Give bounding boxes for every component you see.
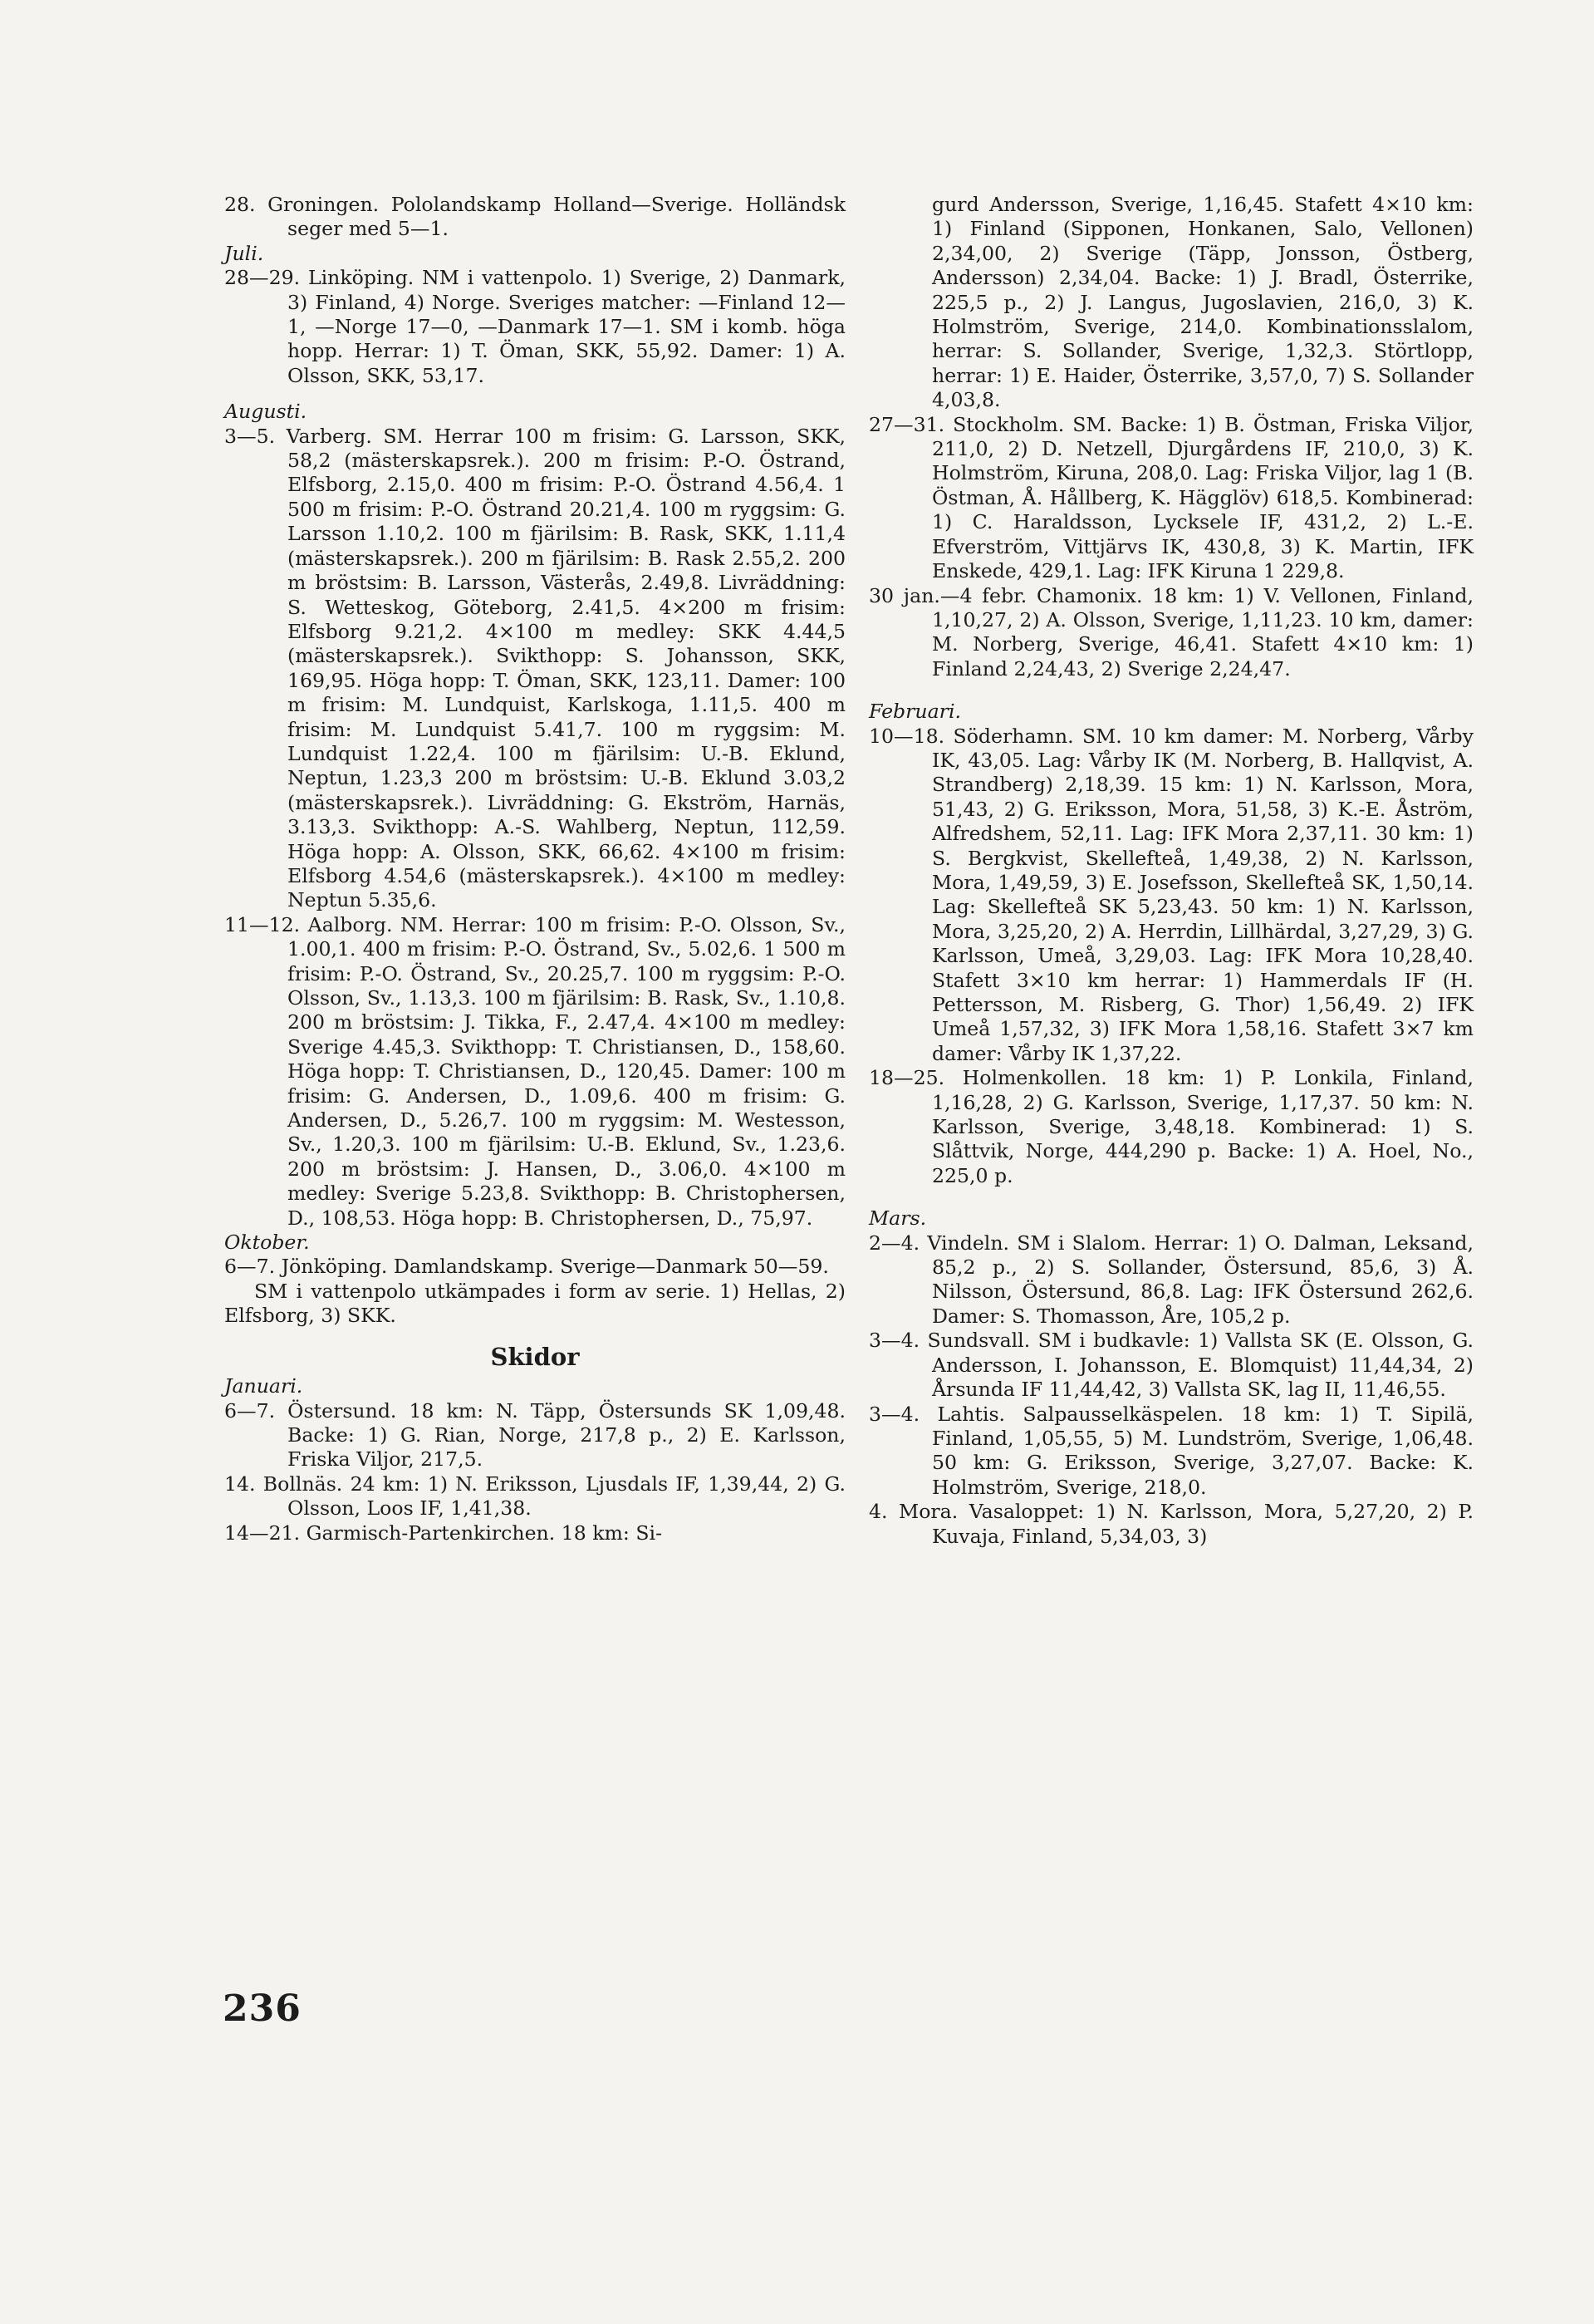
left-column — [224, 193, 846, 1545]
entry-varberg: 3—5. Varberg. SM. Herrar 100 m frisim: G. Larsson, SKK, 58,2 (mästerskapsrek.). 200 m frisim: P.-O. Östrand, Elfsborg, 2.15,0. 400 m frisim: P.-O. Östrand 4.56,4. 1 500 m frisim: P.-O. Östrand 20.21,4. 100 m ryggsim: G. Larsson 1.10,2. 100 m fjärilsim: B. Rask, SKK, 1.11,4 (mästerskapsrek.). 200 m fjärilsim: B. Rask 2.55,2. 200 m bröstsim: B. Larsson, Västerås, 2.49,8. Livräddning: S. Wetteskog, Göteborg, 2.41,5. 4×200 m frisim: Elfsborg 9.21,2. 4×100 m medley: SKK 4.44,5 (mästerskapsrek.). Svikthopp: S. Johansson, SKK, 169,95. Höga hopp: T. Öman, SKK, 123,11. Damer: 100 m frisim: M. Lundquist, Karlskoga, 1.11,5. 400 m frisim: M. Lundquist 5.41,7. 100 m ryggsim: M. Lundquist 1.22,4. 100 m fjärilsim: U.-B. Eklund, Neptun, 1.23,3 200 m bröstsim: U.-B. Eklund 3.03,2 (mästerskapsrek.). Livräddning: G. Ekström, Harnäs, 3.13,3. Svikthopp: A.-S. Wahlberg, Neptun, 112,59. Höga hopp: A. Olsson, SKK, 66,62. 4×100 m frisim: Elfsborg 4.54,6 (mästerskapsrek.). 4×100 m medley: Neptun 5.35,6. — [224, 424, 846, 912]
month-heading-augusti: Augusti. — [224, 400, 307, 424]
right-column — [869, 193, 1474, 1549]
page-number: 236 — [223, 1987, 302, 2030]
entry-soderhamn: 10—18. Söderhamn. SM. 10 km damer: M. Norberg, Vårby IK, 43,05. Lag: Vårby IK (M. Norberg, B. Hallqvist, A. Strandberg) 2,18,39. 15 km: 1) N. Karlsson, Mora, 51,43, 2) G. Eriksson, Mora, 51,58, 3) K.-E. Åström, Alfredshem, 52,11. Lag: IFK Mora 2,37,11. 30 km: 1) S. Bergkvist, Skellefteå, 1,49,38, 2) N. Karlsson, Mora, 1,49,59, 3) E. Josefsson, Skellefteå SK, 1,50,14. Lag: Skellefteå SK 5,23,43. 50 km: 1) N. Karlsson, Mora, 3,25,20, 2) A. Herrdin, Lillhärdal, 3,27,29, 3) G. Karlsson, Umeå, 3,29,03. Lag: IFK Mora 10,28,40. Stafett 3×10 km herrar: 1) Hammerdals IF (H. Pettersson, M. Risberg, G. Thor) 1,56,49. 2) IFK Umeå 1,57,32, 3) IFK Mora 1,58,16. Stafett 3×7 km damer: Vårby IK 1,37,22. — [869, 724, 1474, 1065]
month-heading-mars: Mars. — [869, 1206, 927, 1231]
entry-garmisch: 14—21. Garmisch-Partenkirchen. 18 km: Si- — [224, 1521, 663, 1545]
entry-sundsvall: 3—4. Sundsvall. SM i budkavle: 1) Vallsta SK (E. Olsson, G. Andersson, I. Johansson, E. Blomquist) 11,44,34, 2) Årsunda IF 11,44,42, 3) Vallsta SK, lag II, 11,46,55. — [869, 1329, 1474, 1402]
section-heading-skidor: Skidor — [490, 1342, 580, 1371]
entry-mora: 4. Mora. Vasaloppet: 1) N. Karlsson, Mora, 5,27,20, 2) P. Kuvaja, Finland, 5,34,03, 3) — [869, 1500, 1474, 1548]
entry-vindeln: 2—4. Vindeln. SM i Slalom. Herrar: 1) O. Dalman, Leksand, 85,2 p., 2) S. Sollander, Östersund, 85,6, 3) Å. Nilsson, Östersund, 86,8. Lag: IFK Östersund 262,6. Damer: S. Thomasson, Åre, 105,2 p. — [869, 1231, 1474, 1328]
month-heading-januari: Januari. — [224, 1374, 303, 1398]
vattenpolo-note: SM i vattenpolo utkämpades i form av serie. 1) Hellas, 2) Elfsborg, 3) SKK. — [224, 1279, 846, 1328]
entry-ostersund: 6—7. Östersund. 18 km: N. Täpp, Östersunds SK 1,09,48. Backe: 1) G. Rian, Norge, 217,8 p., 2) E. Karlsson, Friska Viljor, 217,5. — [224, 1398, 846, 1472]
entry-garmisch-continued: gurd Andersson, Sverige, 1,16,45. Stafett 4×10 km: 1) Finland (Sipponen, Honkanen, Salo, Vellonen) 2,34,00, 2) Sverige (Täpp, Jonsson, Östberg, Andersson) 2,34,04. Backe: 1) J. Bradl, Österrike, 225,5 p., 2) J. Langus, Jugoslavien, 216,0, 3) K. Holmström, Sverige, 214,0. Kombinationsslalom, herrar: S. Sollander, Sverige, 1,32,3. Störtlopp, herrar: 1) E. Haider, Österrike, 3,57,0, 7) S. Sollander 4,03,8. — [932, 193, 1474, 412]
entry-lahtis: 3—4. Lahtis. Salpausselkäspelen. 18 km: 1) T. Sipilä, Finland, 1,05,55, 5) M. Lundström, Sverige, 1,06,48. 50 km: G. Eriksson, Sverige, 3,27,07. Backe: K. Holmström, Sverige, 218,0. — [869, 1402, 1474, 1499]
entry-stockholm: 27—31. Stockholm. SM. Backe: 1) B. Östman, Friska Viljor, 211,0, 2) D. Netzell, Djurgårdens IF, 210,0, 3) K. Holmström, Kiruna, 208,0. Lag: Friska Viljor, lag 1 (B. Östman, Å. Hållberg, K. Hägglöv) 618,5. Kombinerad: 1) C. Haraldsson, Lycksele IF, 431,2, 2) L.-E. Efverström, Vittjärvs IK, 430,8, 3) K. Martin, IFK Enskede, 429,1. Lag: IFK Kiruna 1 229,8. — [869, 412, 1474, 583]
month-heading-februari: Februari. — [869, 700, 962, 724]
month-heading-oktober: Oktober. — [224, 1231, 310, 1255]
entry-bollnas: 14. Bollnäs. 24 km: 1) N. Eriksson, Ljusdals IF, 1,39,44, 2) G. Olsson, Loos IF, 1,41,38. — [224, 1472, 846, 1521]
month-heading-juli: Juli. — [224, 241, 264, 265]
entry-chamonix: 30 jan.—4 febr. Chamonix. 18 km: 1) V. Vellonen, Finland, 1,10,27, 2) A. Olsson, Sverige, 1,11,23. 10 km, damer: M. Norberg, Sverige, 46,41. Stafett 4×10 km: 1) Finland 2,24,43, 2) Sverige 2,24,47. — [869, 583, 1474, 680]
entry-jonkoping: 6—7. Jönköping. Damlandskamp. Sverige—Danmark 50—59. — [224, 1255, 829, 1279]
entry-holmenkollen: 18—25. Holmenkollen. 18 km: 1) P. Lonkila, Finland, 1,16,28, 2) G. Karlsson, Sverige, 1,17,37. 50 km: N. Karlsson, Sverige, 3,48,18. Kombinerad: 1) S. Slåttvik, Norge, 444,290 p. Backe: 1) A. Hoel, No., 225,0 p. — [869, 1066, 1474, 1187]
entry-groningen: 28. Groningen. Pololandskamp Holland—Sverige. Holländsk seger med 5—1. — [224, 193, 846, 241]
entry-aalborg: 11—12. Aalborg. NM. Herrar: 100 m frisim: P.-O. Olsson, Sv., 1.00,1. 400 m frisim: P.-O. Östrand, Sv., 5.02,6. 1 500 m frisim: P.-O. Östrand, Sv., 20.25,7. 100 m ryggsim: P.-O. Olsson, Sv., 1.13,3. 100 m fjärilsim: B. Rask, Sv., 1.10,8. 200 m bröstsim: J. Tikka, F., 2.47,4. 4×100 m medley: Sverige 4.45,3. Svikthopp: T. Christiansen, D., 158,60. Höga hopp: T. Christiansen, D., 120,45. Damer: 100 m frisim: G. Andersen, D., 1.09,6. 400 m frisim: G. Andersen, D., 5.26,7. 100 m ryggsim: M. Westesson, Sv., 1.20,3. 100 m fjärilsim: U.-B. Eklund, Sv., 1.23,6. 200 m bröstsim: J. Hansen, D., 3.06,0. 4×100 m medley: Sverige 5.23,8. Svikthopp: B. Christophersen, D., 108,53. Höga hopp: B. Christophersen, D., 75,97. — [224, 912, 846, 1230]
entry-linkoping: 28—29. Linköping. NM i vattenpolo. 1) Sverige, 2) Danmark, 3) Finland, 4) Norge. Sveriges matcher: —Finland 12—1, —Norge 17—0, —Danmark 17—1. SM i komb. höga hopp. Herrar: 1) T. Öman, SKK, 55,92. Damer: 1) A. Olsson, SKK, 53,17. — [224, 266, 846, 387]
